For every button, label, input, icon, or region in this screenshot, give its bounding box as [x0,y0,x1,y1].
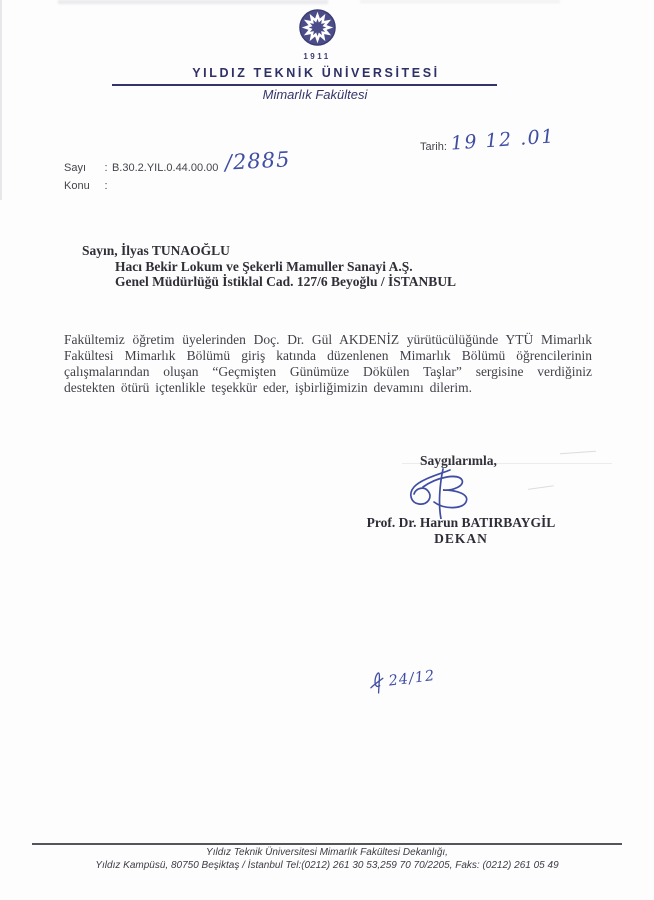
date-handwritten: 19 12 .01 [450,125,556,155]
closing-salutation: Saygılarımla, [420,453,497,468]
reference-colon: : [104,162,108,174]
handwritten-note [366,658,437,699]
reference-number: B.30.2.YIL.0.44.00.00 [111,162,219,174]
scan-artifact [528,485,554,492]
date-row [420,125,556,155]
letter-body-paragraph: Fakültemiz öğretim üyelerinden Doç. Dr. Gül AKDENİZ yürütücülüğünde YTÜ Mimarlık Fakültesi Mimarlık Bölümü giriş katında düzenlenen Mimarlık Bölümü öğrencilerinin çalışmalarından oluşan “Geçmişten Günümüze Dökülen Taşlar” sergisine verdiğiniz destekten ötürü içtenlikle teşekkür eder, işbirliğimizin devamını dilerim. [64,332,592,395]
subject-colon: : [104,180,108,192]
recipient-block [82,243,456,290]
faculty-name: Mimarlık Fakültesi [262,87,368,102]
footer-line2: Yıldız Kampüsü, 80750 Beşiktaş / İstanbul Tel:(0212) 261 30 53,259 70 70/2205, Faks: (0212) 261 05 49 [95,859,559,871]
subject-label: Konu [64,180,90,192]
footer-block [0,847,654,872]
reference-label: Sayı [64,162,87,174]
signature-scribble [404,467,482,519]
reference-row [64,147,291,176]
recipient-company: Hacı Bekir Lokum ve Şekerli Mamuller Sanayi A.Ş. [115,258,413,274]
recipient-address: Genel Müdürlüğü İstiklal Cad. 127/6 Beyoğlu / İSTANBUL [115,274,457,289]
scan-artifact [58,0,328,4]
signer-title: DEKAN [434,530,488,546]
signer-name: Prof. Dr. Harun BATIRBAYGİL [366,515,556,530]
seal-year: 1911 [303,52,331,61]
subject-row [64,176,108,194]
reference-handwritten: /2885 [224,147,291,175]
paraph-icon [366,664,386,698]
scan-artifact [360,0,560,3]
date-label: Tarih: [420,141,447,153]
signer-block [360,515,562,546]
letterhead-rule [112,84,497,86]
university-name: YILDIZ TEKNİK ÜNİVERSİTESİ [192,66,440,80]
footer-rule [32,843,622,845]
scan-artifact [560,451,596,455]
footer-line1: Yıldız Teknik Üniversitesi Mimarlık Fakültesi Dekanlığı, [206,847,448,858]
recipient-salutation: Sayın, İlyas TUNAOĞLU [82,243,230,258]
university-seal-icon [299,9,336,46]
handwritten-note-text: 24/12 [387,667,437,690]
